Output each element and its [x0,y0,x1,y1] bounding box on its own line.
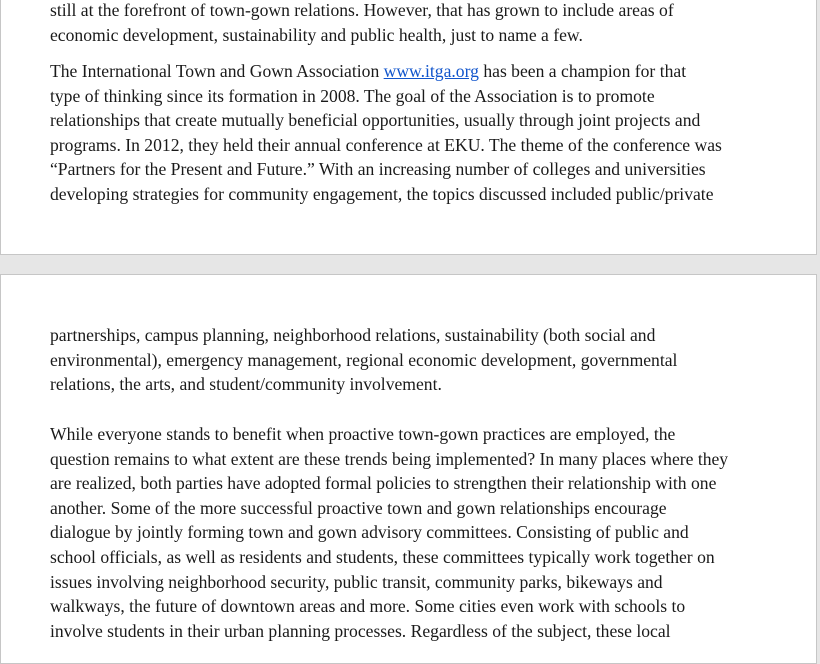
text-line: relationships that create mutually beneficial opportunities, usually through joint projects and [50,110,701,131]
text-line: programs. In 2012, they held their annual conference at EKU. The theme of the conference was [50,134,722,155]
text-line: partnerships, campus planning, neighborhood relations, sustainability (both social and [50,325,656,345]
text-line: walkways, the future of downtown areas and more. Some cities even work with schools to [50,596,686,617]
text-line: type of thinking since its formation in 2008. The goal of the Association is to promote [50,85,655,106]
text-line: dialogue by jointly forming town and gown advisory committees. Consisting of public and [50,522,689,543]
text-line: question remains to what extent are these trends being implemented? In many places where they [50,448,729,469]
text-segment: has been a champion for that [478,61,687,81]
text-line: While everyone stands to benefit when proactive town-gown practices are employed, the [50,424,676,444]
text-line: another. Some of the more successful proactive town and gown relationships encourage [50,497,667,518]
document-page-1 [0,0,817,255]
text-line: involve students in their urban planning processes. Regardless of the subject, these local [50,620,671,641]
text-line: environmental), emergency management, regional economic development, governmental [50,349,678,370]
text-line [50,59,780,84]
paragraph-proactive [50,422,780,643]
paragraph-itga [50,59,780,207]
paragraph-partnerships [50,323,780,397]
text-line: “Partners for the Present and Future.” With an increasing number of colleges and universities [50,159,706,180]
text-line: relations, the arts, and student/community involvement. [50,374,442,395]
text-line: economic development, sustainability and public health, just to name a few. [50,24,583,45]
text-line: still at the forefront of town-gown relations. However, that has grown to include areas of [50,0,674,20]
text-line: developing strategies for community engagement, the topics discussed included public/private [50,183,714,204]
itga-link[interactable]: www.itga.org [383,61,479,81]
text-line: are realized, both parties have adopted formal policies to strengthen their relationship with one [50,473,717,494]
text-line: issues involving neighborhood security, public transit, community parks, bikeways and [50,571,663,592]
paragraph-forefront [50,0,780,47]
text-segment: The International Town and Gown Association [50,61,384,81]
text-line: school officials, as well as residents and students, these committees typically work together on [50,546,715,567]
document-page-2 [0,274,817,664]
